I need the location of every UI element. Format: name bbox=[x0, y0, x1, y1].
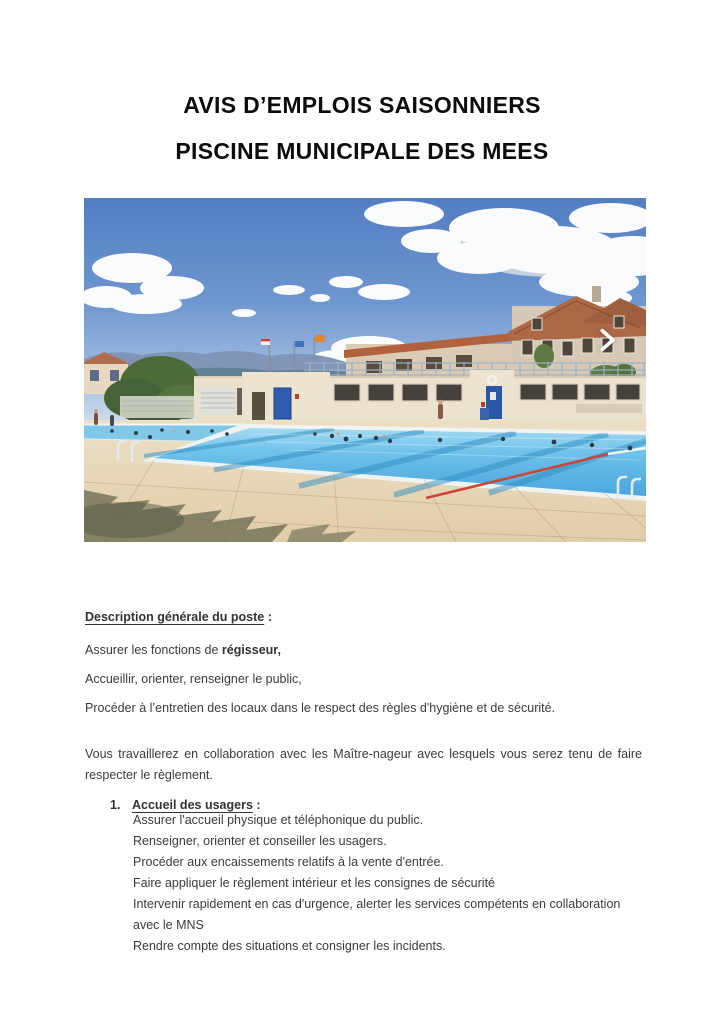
page-title-line1: AVIS D’EMPLOIS SAISONNIERS bbox=[183, 92, 541, 118]
page-title-line2: PISCINE MUNICIPALE DES MEES bbox=[175, 138, 549, 164]
accueil-heading-colon: : bbox=[252, 798, 261, 812]
next-photo-icon[interactable] bbox=[593, 326, 621, 354]
collaboration-paragraph: Vous travaillerez en collaboration avec les Maître-nageur avec lesquels vous serez tenu de faire respecter le règlement. bbox=[85, 747, 642, 782]
description-line-2: Accueillir, orienter, renseigner le public, bbox=[85, 672, 302, 686]
description-line-3: Procéder à l’entretien des locaux dans le respect des règles d'hygiène et de sécurité. bbox=[85, 701, 556, 715]
list-item: Procéder aux encaissements relatifs à la vente d'entrée. bbox=[133, 855, 444, 869]
pool-photo bbox=[84, 198, 646, 542]
list-item: Faire appliquer le règlement intérieur et les consignes de sécurité bbox=[133, 876, 495, 890]
list-item: Assurer l'accueil physique et téléphonique du public. bbox=[133, 813, 424, 827]
list-item: Renseigner, orienter et conseiller les usagers. bbox=[133, 834, 387, 848]
description-line-1-text: Assurer les fonctions de bbox=[85, 643, 222, 657]
description-heading-colon: : bbox=[264, 610, 272, 624]
list-item: Rendre compte des situations et consigner les incidents. bbox=[133, 939, 446, 953]
description-heading bbox=[85, 609, 642, 626]
list-item: Intervenir rapidement en cas d'urgence, alerter les services compétents en collaboration avec le MNS bbox=[133, 897, 621, 932]
accueil-heading-number: 1. bbox=[110, 798, 121, 812]
description-line-1 bbox=[85, 642, 642, 659]
pool-photo-illustration bbox=[84, 198, 646, 542]
description-heading-text: Description générale du poste bbox=[85, 610, 265, 624]
description-line-1-bold: régisseur, bbox=[221, 643, 281, 657]
accueil-task-list bbox=[133, 810, 642, 957]
accueil-heading-text: Accueil des usagers bbox=[132, 798, 253, 812]
pool-building bbox=[194, 370, 646, 428]
